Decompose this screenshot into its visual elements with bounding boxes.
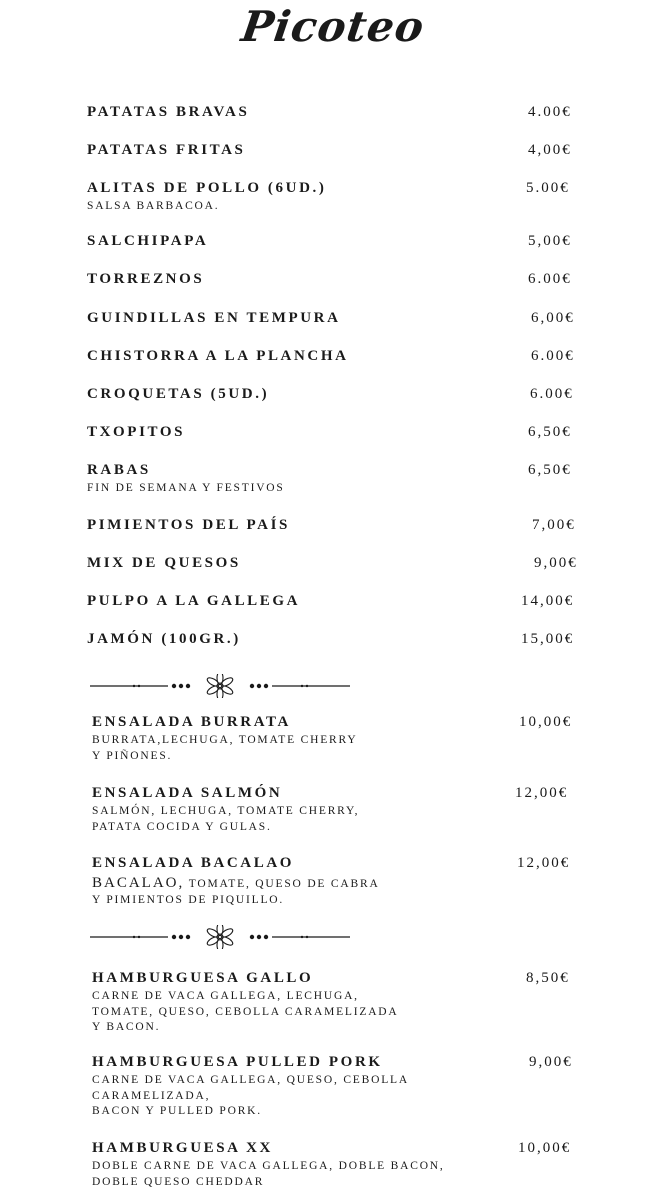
item-description: CARNE DE VACA GALLEGA, LECHUGA, TOMATE, QUESO, CEBOLLA CARAMELIZADA Y BACON. <box>92 990 399 1033</box>
item-name: TORREZNOS <box>87 271 205 287</box>
item-price: 14,00€ <box>521 593 575 609</box>
item-description: SALSA BARBACOA. <box>87 200 220 212</box>
item-description: CARNE DE VACA GALLEGA, QUESO, CEBOLLA CARAMELIZADA, BACON Y PULLED PORK. <box>92 1074 409 1117</box>
flower-ornament-icon <box>206 674 234 698</box>
item-price: 9,00€ <box>534 555 578 571</box>
item-price: 6,00€ <box>531 310 575 326</box>
ornament-divider <box>88 925 353 949</box>
item-price: 7,00€ <box>532 517 576 533</box>
item-price: 6,50€ <box>528 424 572 440</box>
item-price: 6.00€ <box>530 386 574 402</box>
item-name: GUINDILLAS EN TEMPURA <box>87 310 341 326</box>
item-name: PIMIENTOS DEL PAÍS <box>87 517 290 533</box>
ornament-divider <box>88 674 353 698</box>
item-name: CHISTORRA A LA PLANCHA <box>87 348 349 364</box>
item-name: HAMBURGUESA XX <box>92 1140 273 1156</box>
item-name: PATATAS FRITAS <box>87 142 246 158</box>
item-description: BACALAO, TOMATE, QUESO DE CABRA Y PIMIENTOS DE PIQUILLO. <box>92 875 380 906</box>
item-price: 5,00€ <box>528 233 572 249</box>
item-name: MIX DE QUESOS <box>87 555 241 571</box>
item-price: 12,00€ <box>517 855 571 871</box>
item-price: 15,00€ <box>521 631 575 647</box>
item-price: 6.00€ <box>528 271 572 287</box>
item-description: FIN DE SEMANA Y FESTIVOS <box>87 482 285 494</box>
item-price: 6,50€ <box>528 462 572 478</box>
menu-title: Picoteo <box>238 2 428 51</box>
item-price: 8,50€ <box>526 970 570 986</box>
item-price: 12,00€ <box>515 785 569 801</box>
item-price: 6.00€ <box>531 348 575 364</box>
item-description: BURRATA,LECHUGA, TOMATE CHERRY Y PIÑONES. <box>92 734 358 762</box>
item-name: CROQUETAS (5UD.) <box>87 386 270 402</box>
item-price: 4.00€ <box>528 104 572 120</box>
item-name: PULPO A LA GALLEGA <box>87 593 301 609</box>
item-name: ENSALADA BACALAO <box>92 855 295 871</box>
item-name: JAMÓN (100GR.) <box>87 631 241 647</box>
item-price: 9,00€ <box>529 1054 573 1070</box>
item-name: ENSALADA SALMÓN <box>92 785 283 801</box>
item-description: SALMÓN, LECHUGA, TOMATE CHERRY, PATATA COCIDA Y GULAS. <box>92 805 360 833</box>
item-name: ENSALADA BURRATA <box>92 714 291 730</box>
item-name: HAMBURGUESA GALLO <box>92 970 314 986</box>
item-name: RABAS <box>87 462 151 478</box>
item-price: 10,00€ <box>518 1140 572 1156</box>
item-name: ALITAS DE POLLO (6UD.) <box>87 180 327 196</box>
item-name: SALCHIPAPA <box>87 233 209 249</box>
item-name: TXOPITOS <box>87 424 186 440</box>
item-price: 10,00€ <box>519 714 573 730</box>
item-price: 4,00€ <box>528 142 572 158</box>
flower-ornament-icon <box>206 925 234 949</box>
item-name: HAMBURGUESA PULLED PORK <box>92 1054 383 1070</box>
item-description: DOBLE CARNE DE VACA GALLEGA, DOBLE BACON, DOBLE QUESO CHEDDAR <box>92 1160 445 1188</box>
item-price: 5.00€ <box>526 180 570 196</box>
item-name: PATATAS BRAVAS <box>87 104 250 120</box>
